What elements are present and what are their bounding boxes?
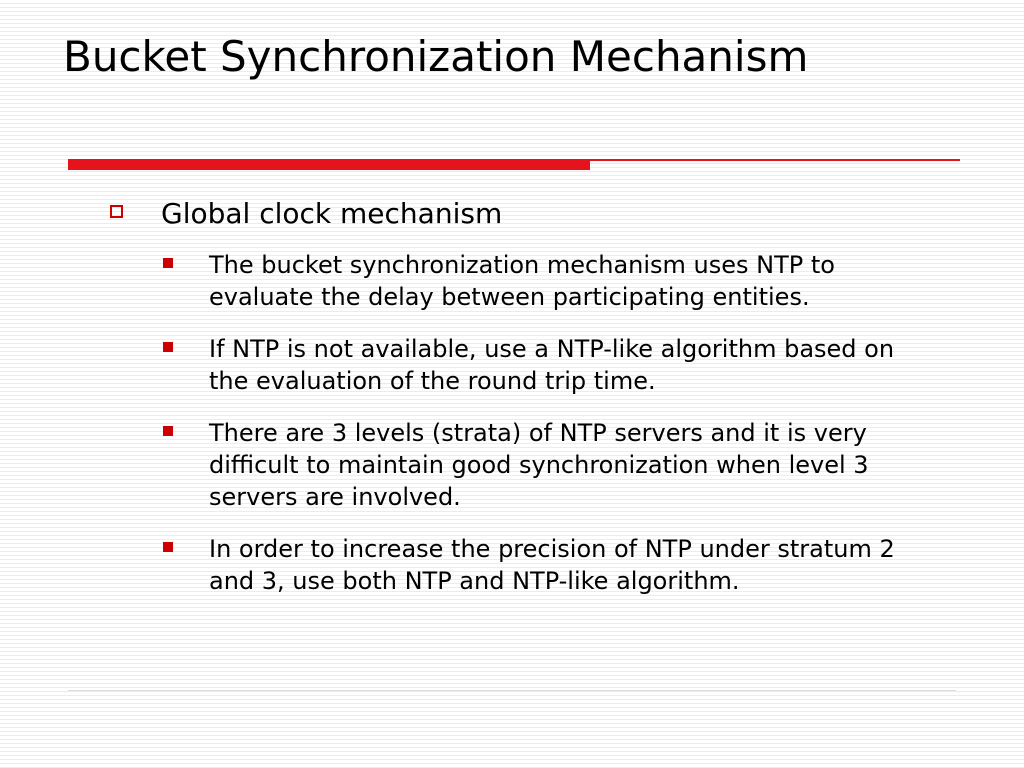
sub-bullet-4 [161, 533, 909, 597]
filled-square-bullet-icon [163, 542, 173, 552]
bullet-text: Global clock mechanism [161, 197, 503, 230]
slide-title: Bucket Synchronization Mechanism [63, 32, 809, 81]
hollow-square-bullet-icon [110, 205, 123, 218]
bullet-global-clock [108, 195, 928, 233]
filled-square-bullet-icon [163, 426, 173, 436]
sub-bullet-2 [161, 333, 909, 397]
sub-bullet-3 [161, 417, 909, 513]
title-underline-thick [68, 159, 590, 170]
sub-bullet-text: There are 3 levels (strata) of NTP servers and it is very difficult to maintain good synchronization when level 3 servers are involved. [209, 419, 869, 511]
sub-bullet-list [108, 249, 928, 597]
filled-square-bullet-icon [163, 342, 173, 352]
sub-bullet-text: The bucket synchronization mechanism uses NTP to evaluate the delay between participating entities. [209, 251, 835, 311]
title-underline-thin [590, 159, 960, 161]
sub-bullet-text: In order to increase the precision of NTP under stratum 2 and 3, use both NTP and NTP-like algorithm. [209, 535, 895, 595]
sub-bullet-1 [161, 249, 909, 313]
slide-content [108, 195, 928, 617]
filled-square-bullet-icon [163, 258, 173, 268]
bottom-divider [68, 690, 956, 691]
sub-bullet-text: If NTP is not available, use a NTP-like algorithm based on the evaluation of the round trip time. [209, 335, 895, 395]
